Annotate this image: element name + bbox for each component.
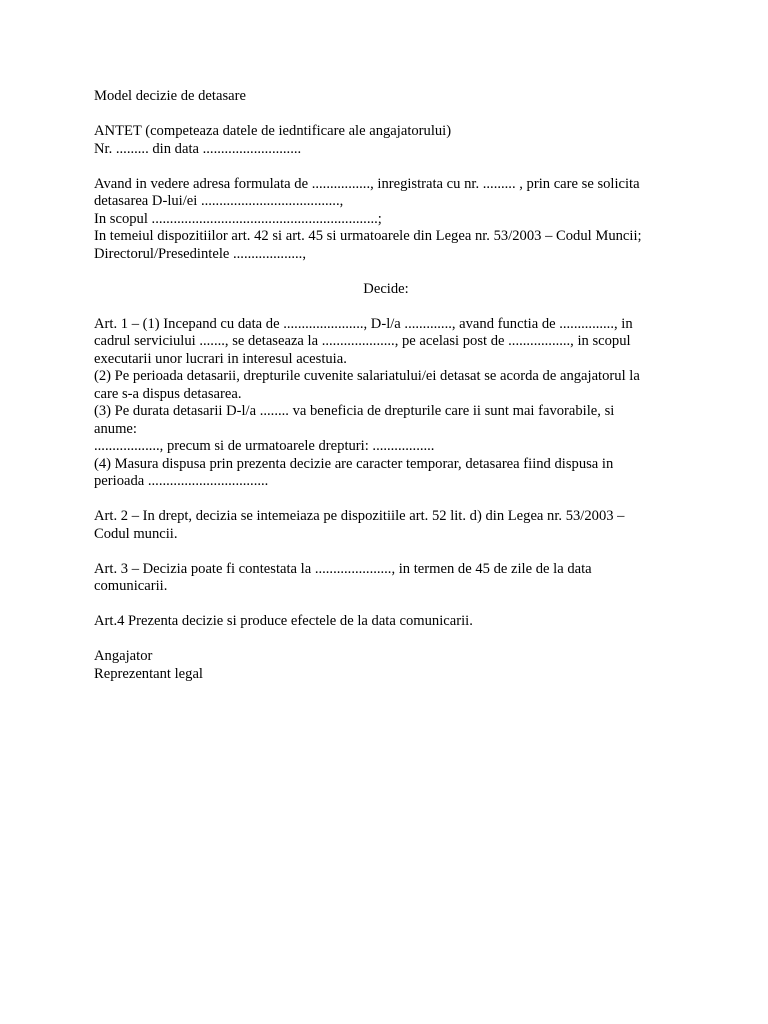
header-block: [94, 123, 678, 158]
decide-heading: Decide:: [363, 280, 409, 297]
intro-line: detasarea D-lui/ei ......................................,: [94, 193, 344, 209]
article-1-line: anume:: [94, 420, 137, 437]
spacer: [94, 106, 678, 124]
article-1-line: (2) Pe perioada detasarii, drepturile cuvenite salariatului/ei detasat se acorda de angajatorul la: [94, 368, 640, 384]
article-1-line: cadrul serviciului ......., se detaseaza la ...................., pe acelasi post de ................., in scopul: [94, 333, 631, 349]
article-2: [94, 508, 678, 543]
article-1: [94, 316, 678, 491]
article-3: [94, 561, 678, 596]
signature-representative: Reprezentant legal: [94, 665, 203, 682]
header-line: ANTET (competeaza datele de iedntificare ale angajatorului): [94, 123, 452, 139]
spacer: [94, 631, 678, 649]
intro-line: Directorul/Presedintele ...................,: [94, 245, 306, 262]
document-title: Model decizie de detasare: [94, 88, 246, 104]
article-1-line: Art. 1 – (1) Incepand cu data de ......................, D-l/a ............., avand functia de ..............., in: [94, 315, 633, 332]
document-body: [94, 88, 678, 683]
spacer: [94, 158, 678, 176]
signature-employer: Angajator: [94, 648, 153, 664]
spacer: [94, 263, 678, 281]
spacer: [94, 491, 678, 509]
article-1-line: perioada .................................: [94, 473, 269, 489]
spacer: [94, 596, 678, 614]
article-1-line: .................., precum si de urmatoarele drepturi: .................: [94, 438, 435, 454]
article-4: Art.4 Prezenta decizie si produce efectele de la data comunicarii.: [94, 613, 473, 629]
signature-block: [94, 648, 678, 683]
article-1-line: (4) Masura dispusa prin prezenta decizie are caracter temporar, detasarea fiind dispusa in: [94, 455, 614, 472]
article-3-line: comunicarii.: [94, 578, 168, 594]
intro-line: In temeiul dispozitiilor art. 42 si art. 45 si urmatoarele din Legea nr. 53/2003 – Codul Muncii;: [94, 228, 642, 244]
article-1-line: executarii unor lucrari in interesul acestuia.: [94, 350, 347, 367]
intro-line: Avand in vedere adresa formulata de ................, inregistrata cu nr. ......... , prin care se solicita: [94, 175, 640, 192]
article-1-line: care s-a dispus detasarea.: [94, 385, 242, 402]
spacer: [94, 543, 678, 561]
intro-block: [94, 176, 678, 264]
article-2-line: Art. 2 – In drept, decizia se intemeiaza pe dispozitiile art. 52 lit. d) din Legea nr. 53/2003 –: [94, 508, 625, 524]
intro-line: In scopul ..............................................................;: [94, 210, 382, 227]
article-3-line: Art. 3 – Decizia poate fi contestata la ....................., in termen de 45 de zile de la data: [94, 560, 592, 577]
spacer: [94, 298, 678, 316]
header-line: Nr. ......... din data ...........................: [94, 140, 302, 157]
article-2-line: Codul muncii.: [94, 525, 178, 542]
article-1-line: (3) Pe durata detasarii D-l/a ........ va beneficia de drepturile care ii sunt mai favorabile, si: [94, 403, 615, 419]
